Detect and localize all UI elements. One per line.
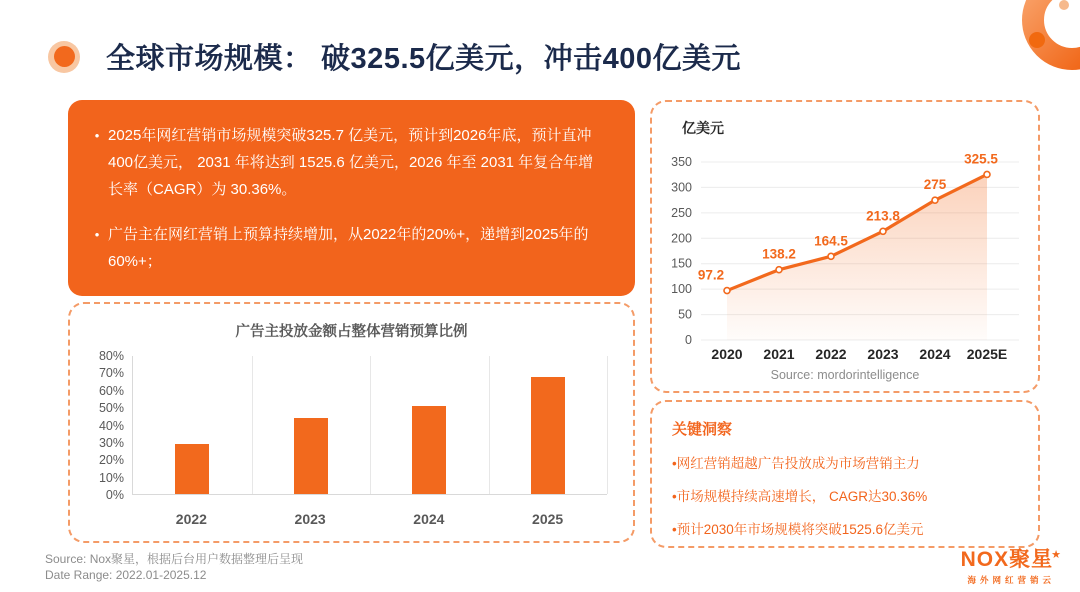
- summary-box: [68, 100, 635, 296]
- bar-gridline: [607, 356, 608, 494]
- bar-x-label: 2024: [413, 511, 445, 527]
- bullet-dot-icon: •: [94, 128, 100, 143]
- insight-item-1: •网红营销超越广告投放成为市场营销主力: [672, 456, 920, 471]
- bar-chart: [90, 349, 607, 502]
- bar-y-tick: 60%: [98, 383, 124, 398]
- data-point-label: 325.5: [964, 151, 998, 167]
- bar-gridline: [252, 356, 253, 494]
- data-point-label: 164.5: [814, 233, 848, 249]
- bullet-dot-icon: •: [94, 227, 100, 242]
- summary-bullet-1: [86, 122, 605, 203]
- line-y-tick: 100: [671, 282, 692, 297]
- bar-gridline: [370, 356, 371, 494]
- summary-bullet-1-text: 2025年网红营销市场规模突破325.7 亿美元，预计到2026年底，预计直冲400亿美元， 2031 年将达到 1525.6 亿美元，2026 年至 2031 年复合年增长率（CAGR）为 30.36%。: [108, 127, 594, 198]
- footer-date-range: Date Range: 2022.01-2025.12: [45, 568, 207, 583]
- data-point: [828, 253, 834, 259]
- insights-heading: 关键洞察: [672, 421, 733, 438]
- bar-x-label: 2025: [532, 511, 564, 527]
- insight-item-2: •市场规模持续高速增长， CAGR达30.36%: [672, 489, 928, 504]
- bar-y-tick: 0%: [105, 488, 124, 502]
- line-y-tick: 0: [685, 333, 692, 347]
- insights-panel: [650, 400, 1040, 548]
- summary-bullet-2: [86, 221, 605, 275]
- y-axis-unit-label: 亿美元: [682, 120, 724, 136]
- footer-source-line: Source: Nox聚星，根据后台用户数据整理后呈现: [45, 552, 304, 566]
- line-x-label: 2023: [867, 346, 899, 362]
- line-y-tick: 50: [678, 307, 692, 322]
- bar-chart-panel: [68, 302, 635, 543]
- logo-text: NOX聚星: [960, 548, 1054, 571]
- bar-y-tick: 30%: [98, 435, 124, 450]
- line-x-label: 2025E: [966, 346, 1008, 362]
- line-x-label: 2024: [919, 346, 951, 362]
- line-y-tick: 350: [671, 155, 692, 169]
- data-point-label: 97.2: [697, 267, 725, 283]
- bar-x-axis: [132, 511, 607, 527]
- line-chart-source: Source: mordorintelligence: [770, 368, 920, 382]
- bar-2024: [412, 406, 446, 494]
- line-chart-panel: [650, 100, 1040, 393]
- bar-2023: [294, 418, 328, 494]
- logo-subtitle: 海外网红营销云: [967, 575, 1056, 585]
- bar-plot-area: [132, 356, 607, 495]
- line-x-label: 2021: [763, 346, 795, 362]
- bar-x-label: 2022: [175, 511, 207, 527]
- bar-y-tick: 80%: [98, 349, 124, 363]
- bar-y-tick: 10%: [98, 470, 124, 485]
- line-chart: [655, 138, 1035, 366]
- insight-item-3: •预计2030年市场规模将突破1525.6亿美元: [672, 522, 924, 537]
- bar-chart-title: 广告主投放金额占整体营销预算比例: [235, 324, 468, 340]
- nox-logo: [961, 549, 1062, 586]
- header: [48, 36, 741, 77]
- footer-source: [45, 551, 303, 583]
- line-x-label: 2020: [711, 346, 743, 362]
- line-x-label: 2022: [815, 346, 847, 362]
- page-title: 全球市场规模： 破325.5亿美元，冲击400亿美元: [106, 43, 742, 75]
- line-y-tick: 300: [671, 180, 692, 195]
- bar-x-label: 2023: [294, 511, 326, 527]
- bar-y-axis: [90, 349, 132, 502]
- data-point-label: 138.2: [762, 246, 796, 262]
- logo-star-icon: ★: [1051, 549, 1062, 561]
- data-point-label: 275: [923, 177, 947, 193]
- line-y-tick: 150: [671, 256, 692, 271]
- bar-y-tick: 40%: [98, 418, 124, 433]
- data-point: [880, 228, 886, 234]
- data-point-label: 213.8: [866, 208, 900, 224]
- data-point: [984, 171, 990, 177]
- summary-bullet-2-text: 广告主在网红营销上预算持续增加，从2022年的20%+，递增到2025年的60%+；: [108, 226, 589, 270]
- line-y-tick: 250: [671, 205, 692, 220]
- bar-gridline: [489, 356, 490, 494]
- bar-y-tick: 50%: [98, 401, 124, 416]
- bar-y-tick: 70%: [98, 366, 124, 381]
- bar-y-tick: 20%: [98, 453, 124, 468]
- data-point: [724, 288, 730, 294]
- title-bullet-icon: [48, 41, 80, 73]
- summary-list: [86, 122, 605, 275]
- line-y-tick: 200: [671, 231, 692, 246]
- data-point: [932, 197, 938, 203]
- bar-2025: [531, 377, 565, 494]
- data-point: [776, 267, 782, 273]
- corner-ring-decoration: [960, 0, 1080, 110]
- bar-2022: [175, 444, 209, 494]
